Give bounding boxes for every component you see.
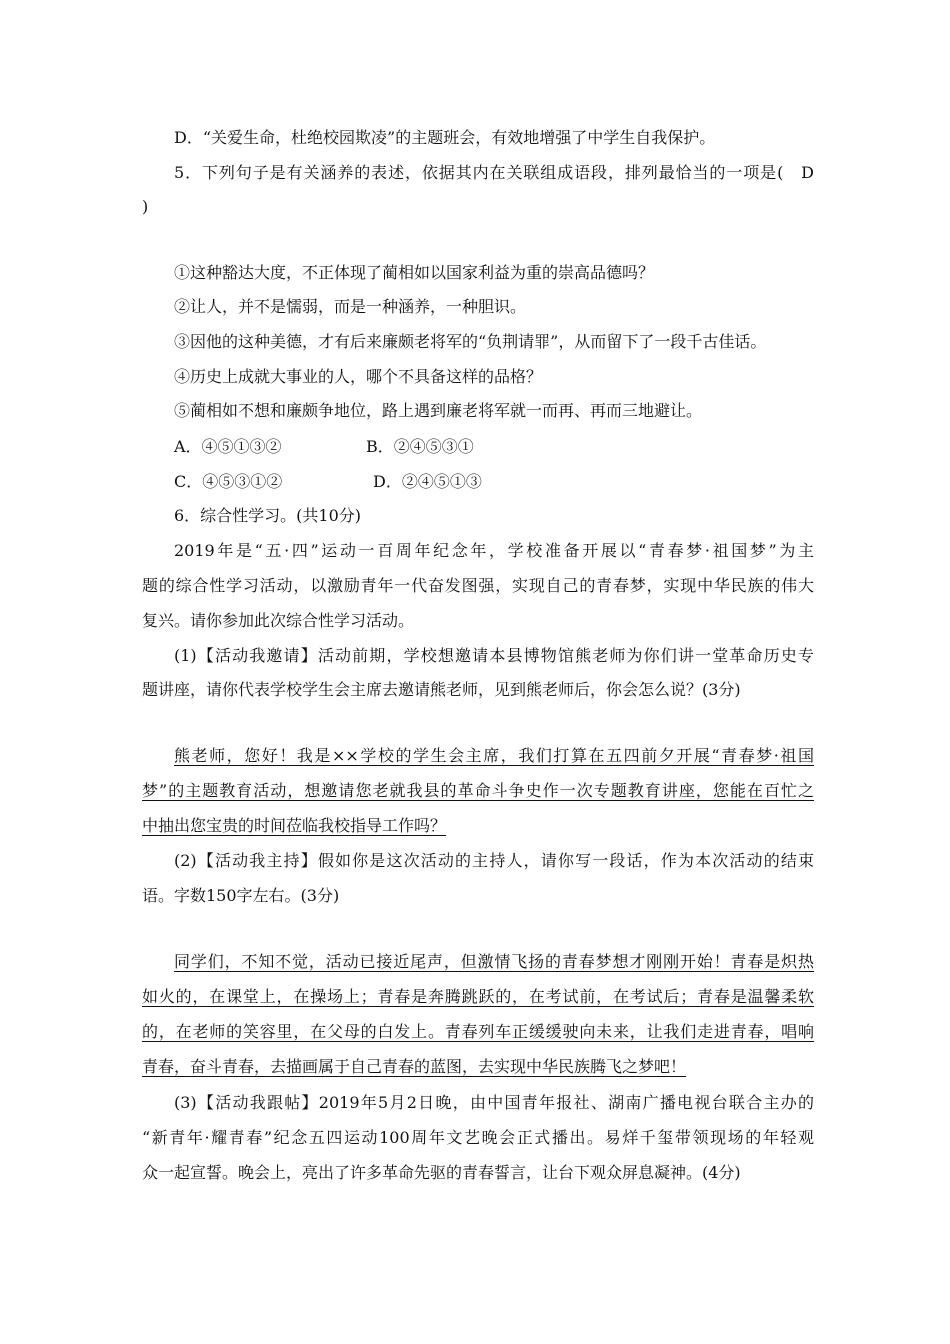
q5-stem-line-1: 5．下列句子是有关涵养的表述，依据其内在关联组成语段，排列最恰当的一项是( D	[174, 163, 814, 182]
q6-intro-line-1: 2019年是“五·四”运动一百周年纪念年，学校准备开展以“青春梦·祖国梦”为主	[174, 541, 814, 560]
q6-part2-answer-line-3	[142, 1022, 814, 1042]
q5-sentence-3: ③因他的这种美德，才有后来廉颇老将军的“负荆请罪”，从而留下了一段千古佳话。	[174, 332, 767, 351]
answer-text: 青春，奋斗青春，去描画属于自己青春的蓝图，去实现中华民族腾飞之梦吧！	[142, 1057, 687, 1076]
q6-part3-question-line-2: “新青年·耀青春”纪念五四运动100周年文艺晚会正式播出。易烊千玺带领现场的年轻观	[142, 1128, 814, 1147]
q6-part3-question-line-3: 众一起宣誓。晚会上，亮出了许多革命先驱的青春誓言，让台下观众屏息凝神。(4分)	[142, 1163, 741, 1182]
q6-part1-answer-line-3	[142, 816, 814, 836]
q5-sentence-2: ②让人，并不是懦弱，而是一种涵养，一种胆识。	[174, 297, 527, 316]
q6-part1-question-line-1: (1)【活动我邀请】活动前期，学校想邀请本县博物馆熊老师为你们讲一堂革命历史专	[174, 646, 814, 665]
q6-part1-answer-line-2	[142, 781, 814, 801]
q5-sentence-4: ④历史上成就大事业的人，哪个不具备这样的品格？	[174, 367, 543, 386]
q6-part1-answer-line-1	[174, 746, 814, 766]
q5-sentence-1: ①这种豁达大度，不正体现了蔺相如以国家利益为重的崇高品德吗？	[174, 263, 655, 282]
q6-part1-question-line-2: 题讲座，请你代表学校学生会主席去邀请熊老师，见到熊老师后，你会怎么说？(3分)	[142, 680, 741, 699]
answer-text: 梦”的主题教育活动，想邀请您老就我县的革命斗争史作一次专题教育讲座，您能在百忙之	[142, 781, 814, 800]
q6-part3-question-line-1: (3)【活动我跟帖】2019年5月2日晚，由中国青年报社、湖南广播电视台联合主办的	[174, 1093, 814, 1112]
q5-option-b: B．②④⑤③①	[366, 437, 474, 456]
q5-option-c: C．④⑤③①②	[174, 472, 283, 491]
q5-option-d: D．②④⑤①③	[373, 472, 482, 491]
answer-text: 的，在老师的笑容里，在父母的白发上。青春列车正缓缓驶向未来，让我们走进青春，唱响	[142, 1022, 814, 1041]
q5-stem-line-2: )	[142, 197, 149, 216]
q6-part2-answer-line-4	[142, 1057, 814, 1077]
q6-part2-answer-line-2	[142, 987, 814, 1007]
q5-option-a: A．④⑤①③②	[174, 437, 282, 456]
answer-text: 熊老师，您好！我是××学校的学生会主席，我们打算在五四前夕开展“青春梦·祖国	[174, 746, 814, 765]
q4-option-d: D．“关爱生命，杜绝校园欺凌”的主题班会，有效地增强了中学生自我保护。	[174, 128, 716, 147]
q6-intro-line-3: 复兴。请你参加此次综合性学习活动。	[142, 611, 415, 630]
q6-part2-answer-line-1	[174, 952, 814, 972]
answer-text: 中抽出您宝贵的时间莅临我校指导工作吗？	[142, 816, 447, 835]
q6-part2-question-line-2: 语。字数150字左右。(3分)	[142, 886, 340, 905]
q6-intro-line-2: 题的综合性学习活动，以激励青年一代奋发图强，实现自己的青春梦，实现中华民族的伟大	[142, 576, 814, 595]
q6-part2-question-line-1: (2)【活动我主持】假如你是这次活动的主持人，请你写一段话，作为本次活动的结束	[174, 851, 814, 870]
q6-title: 6．综合性学习。(共10分)	[174, 506, 362, 525]
answer-text: 如火的，在课堂上，在操场上；青春是奔腾跳跃的，在考试前，在考试后；青春是温馨柔软	[142, 987, 814, 1006]
answer-text: 同学们，不知不觉，活动已接近尾声，但激情飞扬的青春梦想才刚刚开始！青春是炽热	[174, 952, 814, 971]
q5-sentence-5: ⑤蔺相如不想和廉颇争地位，路上遇到廉老将军就一而再、再而三地避让。	[174, 401, 703, 420]
